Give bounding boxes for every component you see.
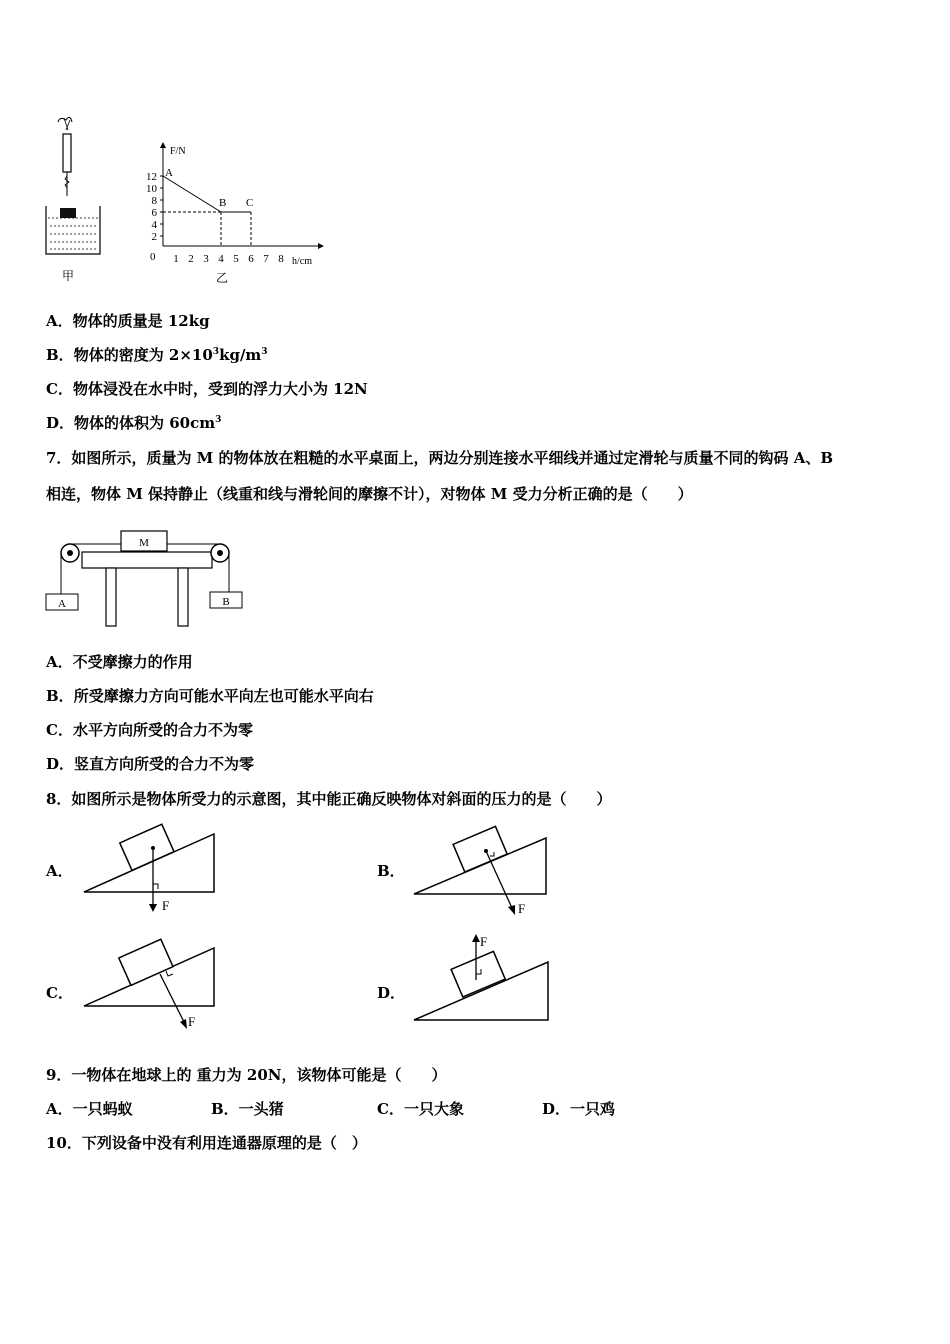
y-axis-label: F/N [170, 146, 186, 157]
y-tick: 10 [146, 183, 157, 195]
q8-option-d-figure[interactable] [410, 930, 555, 1030]
x-tick: 7 [263, 253, 269, 265]
q8-option-d-label[interactable]: D． [377, 984, 406, 1002]
x-tick: 2 [188, 253, 194, 265]
fig-label-yi: 乙 [216, 271, 229, 285]
q10-stem: 10．下列设备中没有利用连通器原理的是（ ） [46, 1134, 367, 1152]
q8-option-b-figure[interactable] [410, 820, 555, 920]
q6-option-b[interactable]: B．物体的密度为 $2\times 10^3kg/m^3$ [46, 346, 268, 364]
q7-option-a[interactable]: A．不受摩擦力的作用 [46, 653, 193, 671]
q9-option-b[interactable]: B．一头猪 [211, 1100, 284, 1118]
q8-option-c-figure[interactable] [80, 938, 220, 1033]
force-label: F [480, 934, 488, 949]
y-tick: 12 [146, 171, 157, 183]
x-tick: 8 [278, 253, 284, 265]
y-tick: 8 [151, 195, 157, 207]
q7-figure [40, 522, 250, 632]
q9-stem: 9．一物体在地球上的 重力为 20N，该物体可能是（ ） [46, 1066, 447, 1084]
q8-option-a-label[interactable]: A． [46, 862, 73, 880]
q7-stem-line2: 相连，物体 M 保持静止（线重和线与滑轮间的摩擦不计），对物体 M 受力分析正确的是（ ） [46, 485, 693, 503]
fig-label-jia: 甲 [62, 269, 75, 283]
origin-label: 0 [150, 251, 156, 263]
q7-option-d[interactable]: D．竖直方向所受的合力不为零 [46, 755, 255, 773]
q7-option-c[interactable]: C．水平方向所受的合力不为零 [46, 721, 253, 739]
force-label: F [518, 901, 526, 916]
point-b-label: B [219, 197, 227, 209]
q9-option-d[interactable]: D．一只鸡 [542, 1100, 616, 1118]
block-m-label: M [139, 537, 149, 549]
x-tick: 5 [233, 253, 239, 265]
q8-stem: 8．如图所示是物体所受力的示意图，其中能正确反映物体对斜面的压力的是（ ） [46, 790, 612, 808]
y-tick: 4 [151, 219, 157, 231]
force-label: F [162, 898, 170, 913]
weight-a-label: A [58, 598, 66, 610]
q6-option-c[interactable]: C．物体浸没在水中时，受到的浮力大小为 12N [46, 380, 368, 398]
q7-option-b[interactable]: B．所受摩擦力方向可能水平向左也可能水平向右 [46, 687, 374, 705]
q6-option-d[interactable]: D．物体的体积为 $60cm^3$ [46, 414, 222, 432]
force-label: F [188, 1014, 196, 1029]
y-tick: 6 [151, 207, 157, 219]
weight-b-label: B [222, 596, 230, 608]
x-tick: 1 [173, 253, 179, 265]
q8-option-b-label[interactable]: B． [377, 862, 405, 880]
x-tick: 4 [218, 253, 224, 265]
point-c-label: C [246, 197, 254, 209]
q6-graph-yi [140, 142, 330, 287]
q8-option-c-label[interactable]: C． [46, 984, 73, 1002]
x-axis-label: h/cm [292, 256, 312, 267]
q7-stem-line1: 7．如图所示，质量为 M 的物体放在粗糙的水平桌面上，两边分别连接水平细线并通过定滑轮与质量不同的钩码 A、B [46, 449, 834, 467]
x-tick: 3 [203, 253, 209, 265]
q9-option-a[interactable]: A．一只蚂蚁 [46, 1100, 133, 1118]
point-a-label: A [165, 167, 173, 179]
x-tick: 6 [248, 253, 254, 265]
y-tick: 2 [151, 231, 157, 243]
q6-option-a[interactable]: A．物体的质量是 12kg [46, 312, 210, 330]
q8-option-a-figure[interactable] [80, 820, 220, 920]
q9-option-c[interactable]: C．一只大象 [377, 1100, 464, 1118]
q6-figure-jia [40, 112, 110, 287]
